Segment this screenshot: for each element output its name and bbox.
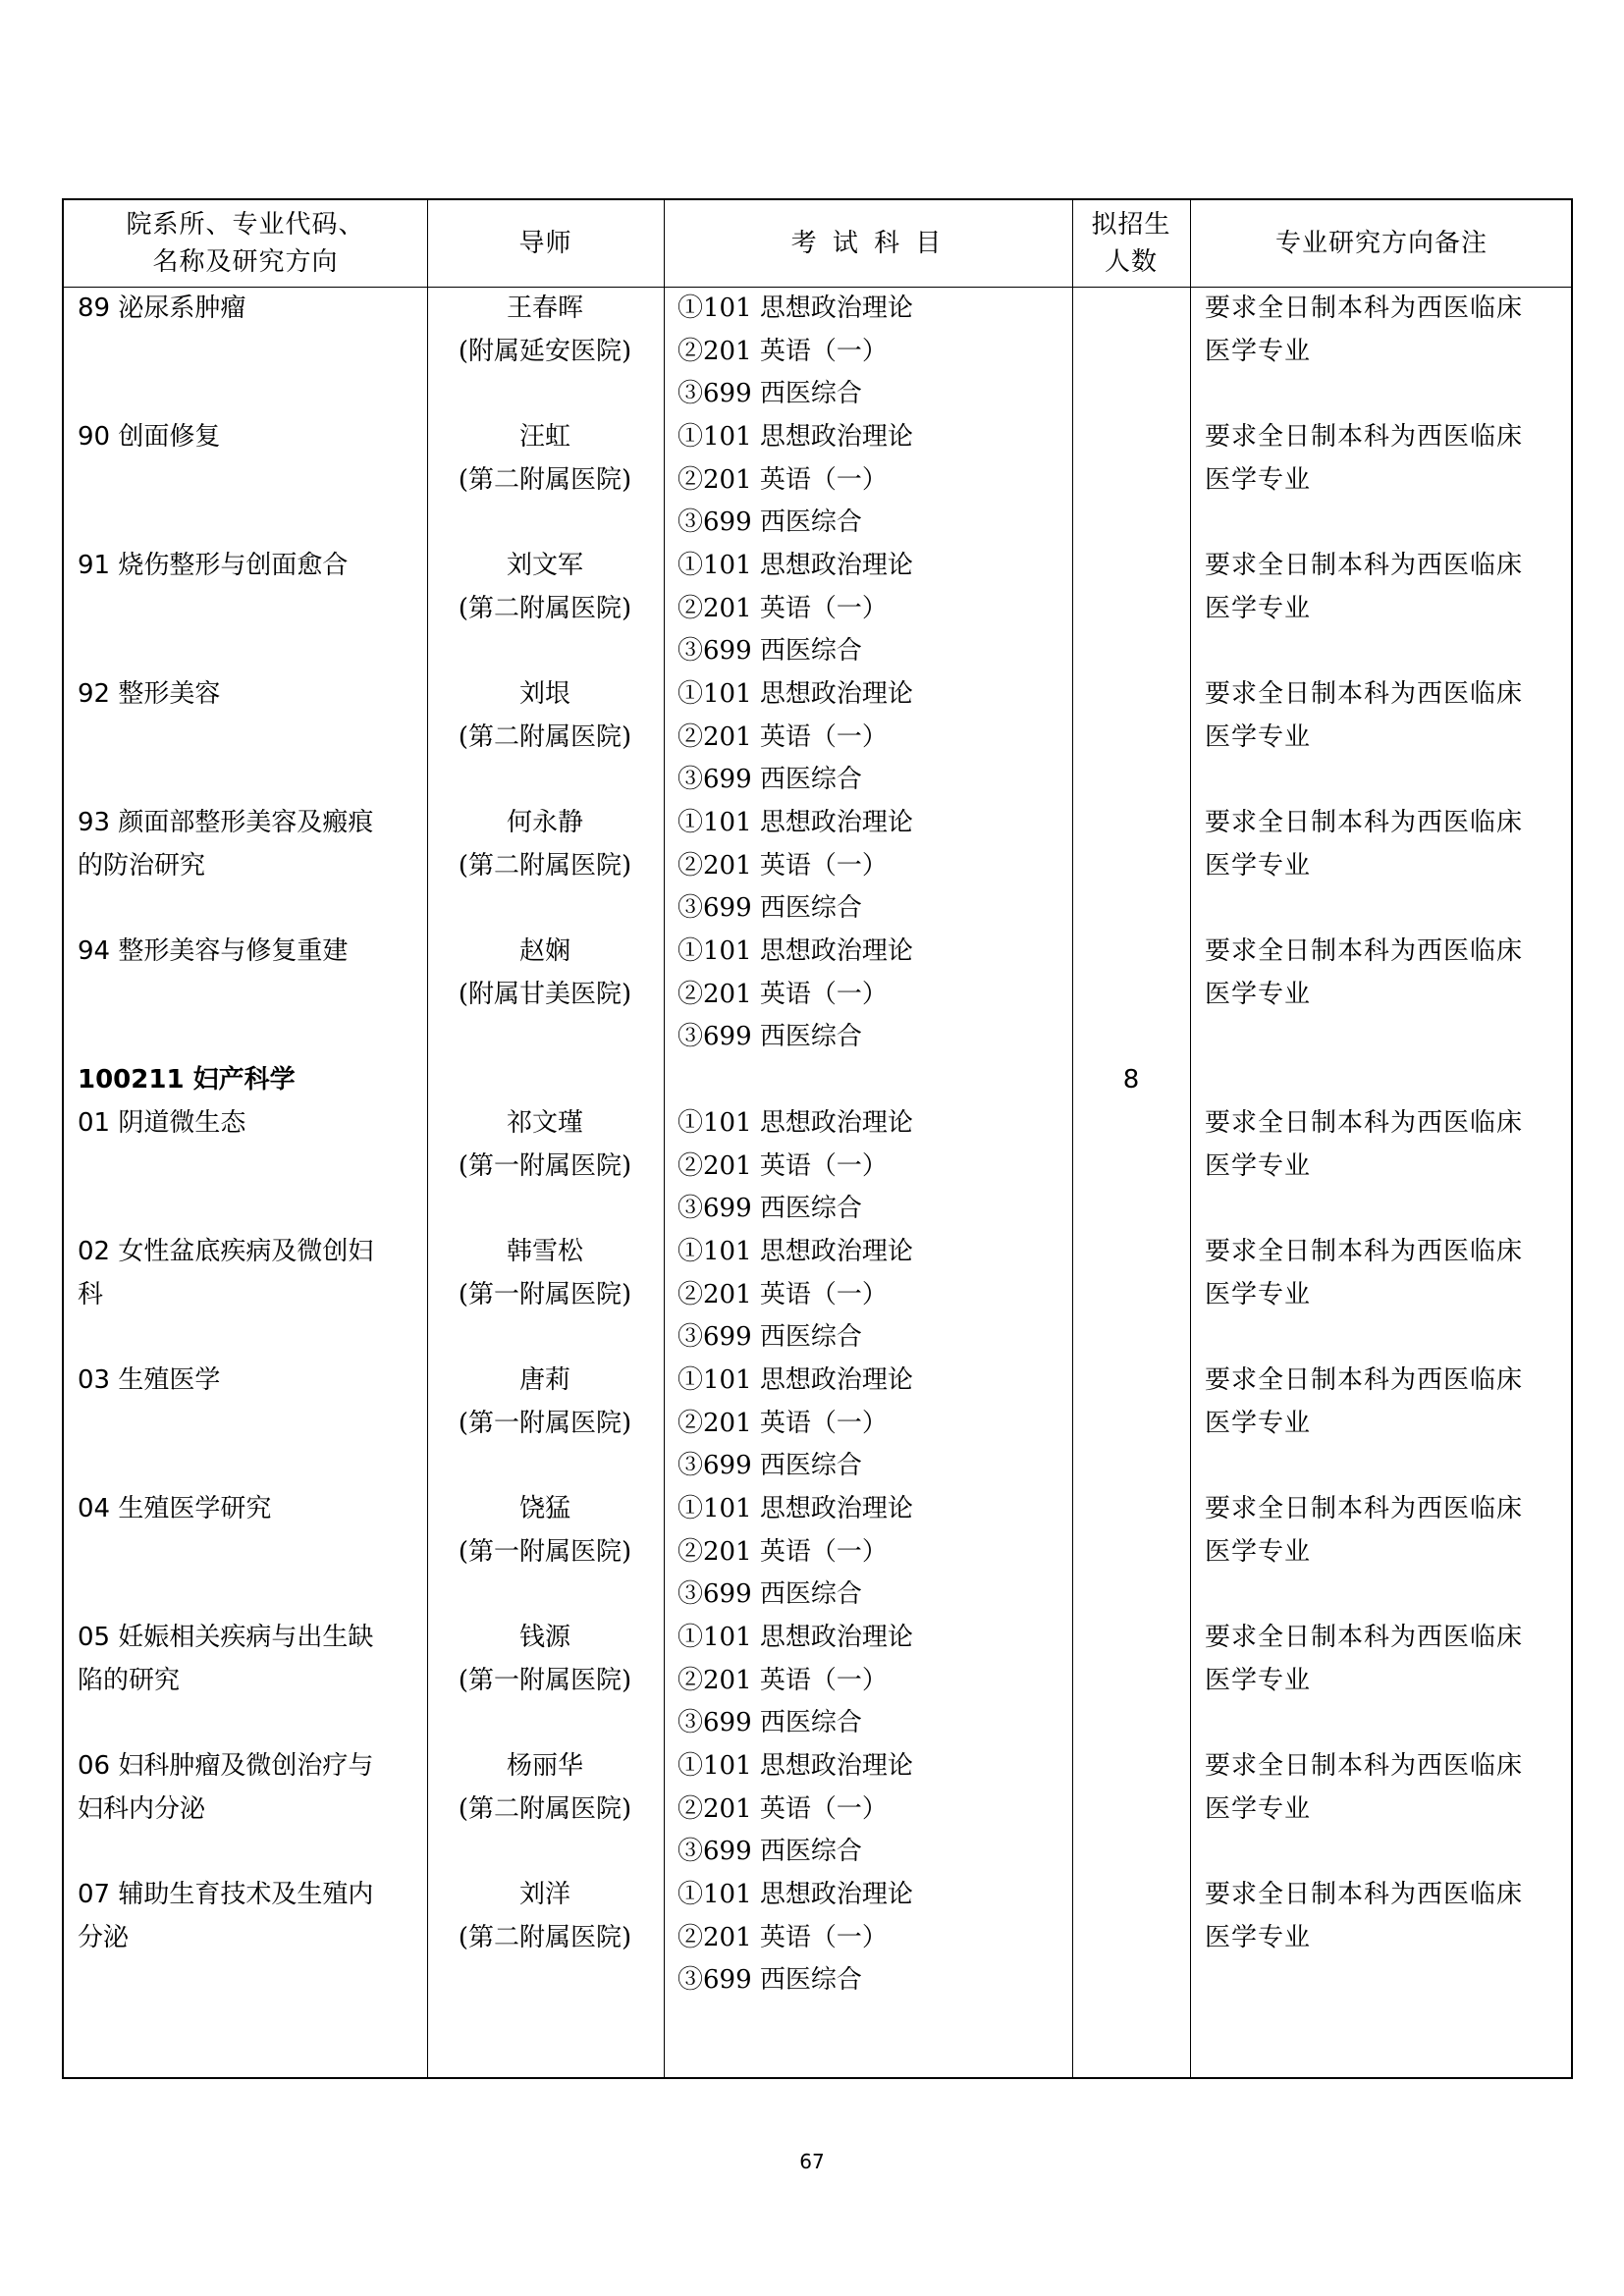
- header-dept-line2: 名称及研究方向: [152, 247, 339, 277]
- table-row-advisor: [427, 545, 663, 630]
- direction-name-cont: 科: [78, 1279, 104, 1309]
- advisor-hospital: (第二附属医院): [458, 593, 632, 623]
- advisor-name: 饶猛: [518, 1494, 570, 1523]
- header-exam: 考 试 科 目: [790, 229, 946, 258]
- advisor-hospital: (第一附属医院): [458, 1536, 632, 1567]
- table-row-exam: [677, 802, 1080, 931]
- exam-subject-3: ③699 西医综合: [677, 1837, 862, 1867]
- exam-subject-3: ③699 西医综合: [677, 379, 862, 409]
- exam-subject-3: ③699 西医综合: [677, 1965, 862, 1996]
- direction-code: 04: [78, 1494, 111, 1523]
- direction-code: 07: [78, 1880, 111, 1909]
- advisor-hospital: (第一附属医院): [458, 1279, 632, 1309]
- direction-code: 93: [78, 808, 111, 837]
- exam-subject-3: ③699 西医综合: [677, 1194, 862, 1224]
- note-line-1: 要求全日制本科为西医临床: [1205, 1237, 1524, 1266]
- direction-name: 女性盆底疾病及微创妇: [118, 1237, 374, 1266]
- direction-name-cont: 陷的研究: [78, 1665, 181, 1695]
- direction-name: 阴道微生态: [118, 1108, 246, 1138]
- exam-subject-1: ①101 思想政治理论: [677, 1108, 913, 1138]
- table-row-note: [1205, 1102, 1578, 1188]
- exam-subject-3: ③699 西医综合: [677, 765, 862, 795]
- section-name: 妇产科学: [192, 1065, 296, 1095]
- table-row-note: [1205, 288, 1578, 373]
- note-line-1: 要求全日制本科为西医临床: [1205, 422, 1524, 452]
- advisor-name: 何永静: [506, 808, 583, 837]
- advisor-name: 刘洋: [518, 1880, 570, 1909]
- exam-subject-3: ③699 西医综合: [677, 1708, 862, 1738]
- table-row-dept: [78, 545, 431, 588]
- advisor-hospital: (附属延安医院): [458, 336, 632, 366]
- table-row-advisor: [427, 931, 663, 1016]
- table-row-note: [1205, 416, 1578, 502]
- exam-subject-3: ③699 西医综合: [677, 507, 862, 538]
- table-row-dept: [78, 1102, 431, 1146]
- direction-name: 妇科肿瘤及微创治疗与: [118, 1751, 374, 1781]
- exam-subject-1: ①101 思想政治理论: [677, 936, 913, 966]
- header-advisor: 导师: [518, 229, 572, 258]
- table-row-note: [1205, 1488, 1578, 1574]
- note-line-1: 要求全日制本科为西医临床: [1205, 1365, 1524, 1395]
- admissions-table: [62, 198, 1573, 2079]
- advisor-hospital: (第一附属医院): [458, 1150, 632, 1181]
- note-line-2: 医学专业: [1205, 464, 1312, 495]
- note-line-2: 医学专业: [1205, 1922, 1312, 1952]
- section-quota: 8: [1122, 1065, 1140, 1095]
- exam-subject-2: ②201 英语（一）: [677, 979, 888, 1009]
- note-line-1: 要求全日制本科为西医临床: [1205, 936, 1524, 966]
- direction-name-cont: 分泌: [78, 1922, 130, 1952]
- exam-subject-2: ②201 英语（一）: [677, 336, 888, 366]
- header-dept-line1: 院系所、专业代码、: [126, 210, 365, 240]
- table-row-advisor: [427, 1360, 663, 1445]
- exam-subject-2: ②201 英语（一）: [677, 1150, 888, 1181]
- advisor-hospital: (第二附属医院): [458, 1922, 632, 1952]
- exam-subject-3: ③699 西医综合: [677, 893, 862, 924]
- direction-code: 92: [78, 679, 111, 709]
- table-row-exam: [677, 1874, 1080, 2002]
- column-divider: [664, 200, 665, 2077]
- exam-subject-2: ②201 英语（一）: [677, 593, 888, 623]
- exam-subject-3: ③699 西医综合: [677, 1451, 862, 1481]
- exam-subject-1: ①101 思想政治理论: [677, 679, 913, 709]
- table-row-dept: [78, 416, 431, 459]
- table-row-exam: [677, 931, 1080, 1059]
- table-row-advisor: [427, 1745, 663, 1831]
- table-row-exam: [677, 416, 1080, 545]
- table-row-dept: [78, 1488, 431, 1531]
- advisor-name: 刘文军: [506, 551, 583, 580]
- exam-subject-1: ①101 思想政治理论: [677, 1494, 913, 1523]
- table-row-note: [1205, 673, 1578, 759]
- note-line-2: 医学专业: [1205, 850, 1312, 881]
- table-row-exam: [677, 1360, 1080, 1488]
- direction-code: 94: [78, 936, 111, 966]
- exam-subject-1: ①101 思想政治理论: [677, 1623, 913, 1652]
- header-dept: [64, 200, 427, 287]
- note-line-1: 要求全日制本科为西医临床: [1205, 1880, 1524, 1909]
- exam-subject-2: ②201 英语（一）: [677, 1922, 888, 1952]
- table-row-dept: [78, 288, 431, 331]
- advisor-hospital: (第二附属医院): [458, 1793, 632, 1824]
- note-line-1: 要求全日制本科为西医临床: [1205, 1751, 1524, 1781]
- table-row-advisor: [427, 1488, 663, 1574]
- table-row-exam: [677, 1617, 1080, 1745]
- table-row-note: [1205, 1874, 1578, 1959]
- note-line-1: 要求全日制本科为西医临床: [1205, 1494, 1524, 1523]
- table-row-note: [1205, 545, 1578, 630]
- exam-subject-2: ②201 英语（一）: [677, 1408, 888, 1438]
- note-line-1: 要求全日制本科为西医临床: [1205, 1623, 1524, 1652]
- note-line-2: 医学专业: [1205, 979, 1312, 1009]
- note-line-2: 医学专业: [1205, 1536, 1312, 1567]
- exam-subject-2: ②201 英语（一）: [677, 464, 888, 495]
- note-line-2: 医学专业: [1205, 1793, 1312, 1824]
- advisor-name: 杨丽华: [506, 1751, 583, 1781]
- exam-subject-1: ①101 思想政治理论: [677, 1880, 913, 1909]
- table-row-exam: [677, 1488, 1080, 1617]
- table-row-exam: [677, 545, 1080, 673]
- advisor-hospital: (附属甘美医院): [458, 979, 632, 1009]
- table-row-note: [1205, 802, 1578, 887]
- header-note: 专业研究方向备注: [1274, 229, 1488, 258]
- table-row-exam: [677, 1102, 1080, 1231]
- direction-name: 生殖医学: [118, 1365, 221, 1395]
- direction-name: 烧伤整形与创面愈合: [118, 551, 349, 580]
- exam-subject-1: ①101 思想政治理论: [677, 1237, 913, 1266]
- direction-code: 01: [78, 1108, 111, 1138]
- advisor-name: 钱源: [518, 1623, 570, 1652]
- table-row-advisor: [427, 1231, 663, 1316]
- exam-subject-2: ②201 英语（一）: [677, 1279, 888, 1309]
- direction-name: 整形美容: [118, 679, 221, 709]
- table-row-advisor: [427, 416, 663, 502]
- table-row-dept: [78, 1874, 431, 1959]
- table-row-exam: [677, 1745, 1080, 1874]
- note-line-1: 要求全日制本科为西医临床: [1205, 551, 1524, 580]
- note-line-2: 医学专业: [1205, 1408, 1312, 1438]
- note-line-2: 医学专业: [1205, 336, 1312, 366]
- note-line-2: 医学专业: [1205, 1150, 1312, 1181]
- advisor-hospital: (第一附属医院): [458, 1408, 632, 1438]
- direction-code: 89: [78, 294, 111, 323]
- table-row-dept: [78, 931, 431, 974]
- table-row-advisor: [427, 673, 663, 759]
- advisor-name: 汪虹: [518, 422, 570, 452]
- note-line-1: 要求全日制本科为西医临床: [1205, 294, 1524, 323]
- advisor-name: 韩雪松: [506, 1237, 583, 1266]
- table-row-dept: [78, 1617, 431, 1702]
- table-row-note: [1205, 1745, 1578, 1831]
- exam-subject-1: ①101 思想政治理论: [677, 294, 913, 323]
- direction-code: 05: [78, 1623, 111, 1652]
- column-divider: [1190, 200, 1191, 2077]
- exam-subject-3: ③699 西医综合: [677, 1322, 862, 1353]
- exam-subject-1: ①101 思想政治理论: [677, 1365, 913, 1395]
- direction-name-cont: 的防治研究: [78, 850, 206, 881]
- exam-subject-2: ②201 英语（一）: [677, 721, 888, 752]
- advisor-name: 王春晖: [506, 294, 583, 323]
- note-line-2: 医学专业: [1205, 1279, 1312, 1309]
- table-row-advisor: [427, 1617, 663, 1702]
- direction-code: 91: [78, 551, 111, 580]
- table-row-exam: [677, 673, 1080, 802]
- exam-subject-1: ①101 思想政治理论: [677, 808, 913, 837]
- page-number: 67: [799, 2150, 825, 2173]
- direction-name: 创面修复: [118, 422, 221, 452]
- exam-subject-1: ①101 思想政治理论: [677, 1751, 913, 1781]
- table-row-note: [1205, 931, 1578, 1016]
- table-row-dept: [78, 1231, 431, 1316]
- advisor-name: 祁文瑾: [506, 1108, 583, 1138]
- header-quota-line1: 拟招生: [1091, 210, 1171, 240]
- exam-subject-3: ③699 西医综合: [677, 636, 862, 667]
- note-line-1: 要求全日制本科为西医临床: [1205, 679, 1524, 709]
- direction-name: 妊娠相关疾病与出生缺: [118, 1623, 374, 1652]
- direction-code: 90: [78, 422, 111, 452]
- table-row-advisor: [427, 1874, 663, 1959]
- table-row-exam: [677, 1231, 1080, 1360]
- advisor-hospital: (第二附属医院): [458, 721, 632, 752]
- table-row-note: [1205, 1617, 1578, 1702]
- section-heading: [78, 1059, 431, 1102]
- advisor-name: 刘垠: [518, 679, 570, 709]
- advisor-hospital: (第二附属医院): [458, 464, 632, 495]
- table-row-dept: [78, 1360, 431, 1403]
- table-row-dept: [78, 802, 431, 887]
- note-line-1: 要求全日制本科为西医临床: [1205, 1108, 1524, 1138]
- header-quota: [1072, 200, 1190, 287]
- table-row-note: [1205, 1231, 1578, 1316]
- note-line-1: 要求全日制本科为西医临床: [1205, 808, 1524, 837]
- exam-subject-2: ②201 英语（一）: [677, 850, 888, 881]
- direction-name: 颜面部整形美容及瘢痕: [118, 808, 374, 837]
- exam-subject-3: ③699 西医综合: [677, 1579, 862, 1610]
- note-line-2: 医学专业: [1205, 593, 1312, 623]
- direction-name: 生殖医学研究: [118, 1494, 272, 1523]
- exam-subject-2: ②201 英语（一）: [677, 1665, 888, 1695]
- advisor-name: 唐莉: [518, 1365, 570, 1395]
- direction-name: 泌尿系肿瘤: [118, 294, 246, 323]
- direction-code: 03: [78, 1365, 111, 1395]
- advisor-hospital: (第一附属医院): [458, 1665, 632, 1695]
- exam-subject-2: ②201 英语（一）: [677, 1536, 888, 1567]
- table-row-exam: [677, 288, 1080, 416]
- direction-code: 06: [78, 1751, 111, 1781]
- direction-name: 辅助生育技术及生殖内: [118, 1880, 374, 1909]
- note-line-2: 医学专业: [1205, 1665, 1312, 1695]
- table-row-dept: [78, 673, 431, 717]
- advisor-name: 赵娴: [518, 936, 570, 966]
- section-code: 100211: [78, 1065, 185, 1095]
- table-row-advisor: [427, 288, 663, 373]
- header-quota-line2: 人数: [1104, 247, 1158, 277]
- exam-subject-2: ②201 英语（一）: [677, 1793, 888, 1824]
- note-line-2: 医学专业: [1205, 721, 1312, 752]
- direction-name-cont: 妇科内分泌: [78, 1793, 206, 1824]
- table-row-note: [1205, 1360, 1578, 1445]
- exam-subject-3: ③699 西医综合: [677, 1022, 862, 1052]
- direction-name: 整形美容与修复重建: [118, 936, 349, 966]
- table-row-dept: [78, 1745, 431, 1831]
- direction-code: 02: [78, 1237, 111, 1266]
- exam-subject-1: ①101 思想政治理论: [677, 551, 913, 580]
- table-row-advisor: [427, 1102, 663, 1188]
- exam-subject-1: ①101 思想政治理论: [677, 422, 913, 452]
- advisor-hospital: (第二附属医院): [458, 850, 632, 881]
- table-row-advisor: [427, 802, 663, 887]
